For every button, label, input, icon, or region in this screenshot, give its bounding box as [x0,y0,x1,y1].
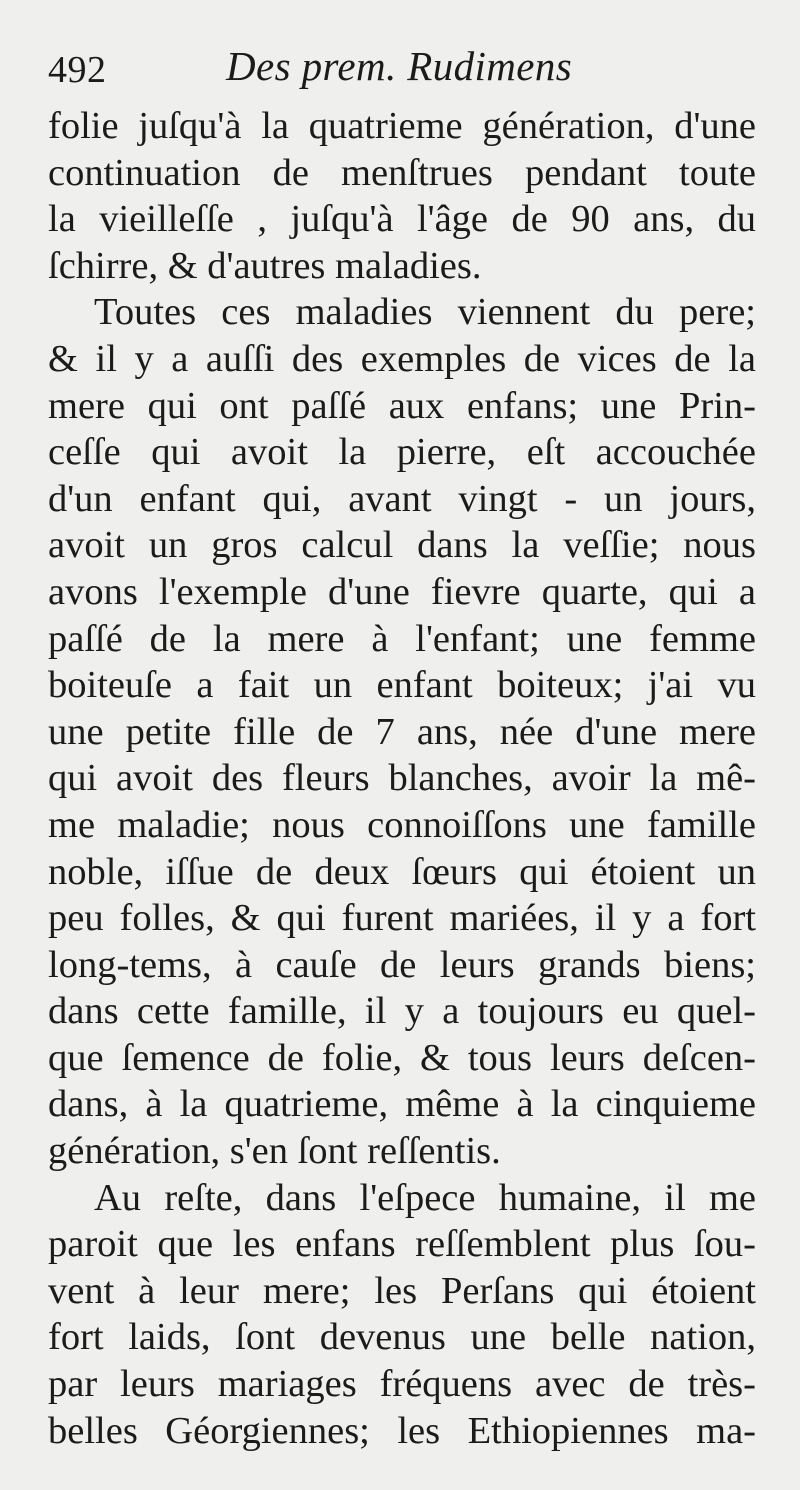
text-line: dans cette famille, il y a toujours eu quel- [48,990,756,1033]
text-line: dans, à la quatrieme, même à la cinquieme [48,1083,756,1126]
text-line: paſſé de la mere à l'enfant; une femme [48,617,756,660]
text-line: belles Géorgiennes; les Ethiopiennes ma- [48,1409,756,1452]
text-line: continuation de menſtrues pendant toute [48,151,756,194]
text-line: long-tems, à cauſe de leurs grands biens; [48,943,756,986]
text-line: que ſemence de folie, & tous leurs deſcen- [48,1036,756,1079]
text-line: Toutes ces maladies viennent du pere; [94,291,756,334]
text-line: d'un enfant qui, avant vingt - un jours, [48,477,756,520]
text-line: ſchirre, & d'autres maladies. [48,244,482,287]
text-line: avons l'exemple d'une fievre quarte, qui a [48,570,756,613]
page-header [48,40,748,100]
text-line: folie juſqu'à la quatrieme génération, d'une [48,105,756,147]
body-text [48,103,756,1454]
text-line: mere qui ont paſſé aux enfans; une Prin- [48,384,756,427]
running-head: Des prem. Rudimens [226,43,573,89]
text-line: une petite fille de 7 ans, née d'une mere [48,710,756,753]
text-line: Au reſte, dans l'eſpece humaine, il me [94,1176,756,1219]
text-line: avoit un gros calcul dans la veſſie; nous [48,524,756,567]
text-line: boiteuſe a fait un enfant boiteux; j'ai vu [48,664,756,707]
text-line: paroit que les enfans reſſemblent plus ſou- [48,1223,756,1266]
page-number: 492 [48,49,107,91]
text-line: fort laids, ſont devenus une belle nation, [48,1316,756,1359]
text-line: me maladie; nous connoiſſons une famille [48,803,756,846]
text-line: & il y a auſſi des exemples de vices de la [48,337,756,380]
text-line: par leurs mariages fréquens avec de très- [48,1363,756,1406]
text-line: vent à leur mere; les Perſans qui étoient [48,1269,756,1312]
text-line: noble, iſſue de deux ſœurs qui étoient un [48,850,756,893]
text-line: ceſſe qui avoit la pierre, eſt accouchée [48,431,756,474]
text-line: peu folles, & qui furent mariées, il y a fort [48,897,756,940]
text-line: qui avoit des fleurs blanches, avoir la mê- [48,757,756,800]
text-line: génération, s'en ſont reſſentis. [48,1130,501,1173]
text-line: la vieilleſſe , juſqu'à l'âge de 90 ans, du [48,198,756,241]
